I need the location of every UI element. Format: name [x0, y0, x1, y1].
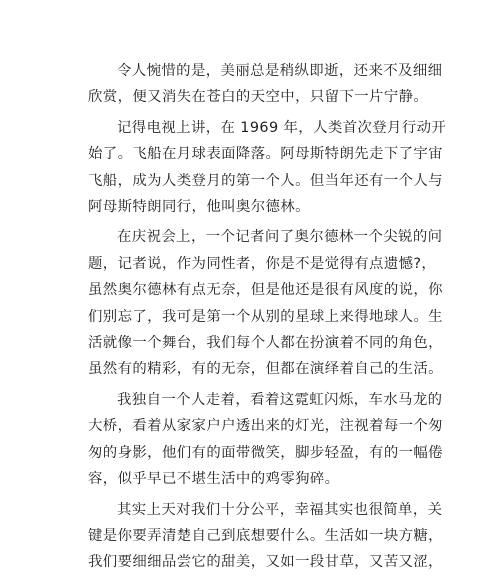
- text-line: 虽然奥尔德林有点无奈，但是他还是很有风度的说，你: [88, 282, 443, 299]
- text-line: 在庆祝会上，一个记者问了奥尔德林一个尖锐的问: [117, 229, 443, 246]
- paragraph: [88, 497, 443, 576]
- text-line: 令人惋惜的是，美丽总是稍纵即逝，还来不及细细: [117, 63, 443, 79]
- text-line: 飞船，成为人类登月的第一个人。但当年还有一个人与: [88, 172, 443, 189]
- text-line: 我们要细细品尝它的甜美，又如一段甘草，又苦又涩，: [88, 554, 443, 571]
- text-line: 题，记者说，作为同性者，你是不是觉得有点遗憾?，: [88, 255, 437, 272]
- text-line: 键是你要弄清楚自己到底想要什么。生活如一块方糖，: [88, 527, 443, 544]
- text-line: 我独自一个人走着，看着这霓虹闪烁，车水马龙的: [117, 391, 443, 408]
- text-line: 容，似乎早已不堪生活中的鸡零狗碎。: [88, 471, 340, 488]
- text-line: 虽然有的精彩，有的无奈，但都在演绎着自己的生活。: [88, 361, 443, 378]
- text-line: 活就像一个舞台，我们每个人都在扮演着不同的角色，: [88, 335, 443, 352]
- text-line: 阿母斯特朗同行，他叫奥尔德林。: [88, 199, 310, 216]
- paragraph: [88, 115, 447, 221]
- text-line: 们别忘了，我可是第一个从别的星球上来得地球人。生: [88, 308, 443, 325]
- text-line: 匆的身影，他们有的面带微笑，脚步轻盈，有的一幅倦: [88, 444, 443, 461]
- text-line: 其实上天对我们十分公平，幸福其实也很简单，关: [117, 501, 443, 518]
- text-line: 始了。飞船在月球表面降落。阿母斯特朗先走下了宇宙: [88, 146, 443, 163]
- paragraph: [88, 387, 443, 493]
- paragraph: [88, 58, 443, 111]
- document-body: [88, 58, 447, 580]
- text-line: 大桥，看着从家家户户透出来的灯光，注视着每一个匆: [88, 418, 443, 435]
- text-line: 欣赏，便又消失在苍白的天空中，只留下一片宁静。: [88, 89, 429, 106]
- text-line: 记得电视上讲，在 1969 年，人类首次登月行动开: [117, 119, 447, 136]
- paragraph: [88, 224, 443, 382]
